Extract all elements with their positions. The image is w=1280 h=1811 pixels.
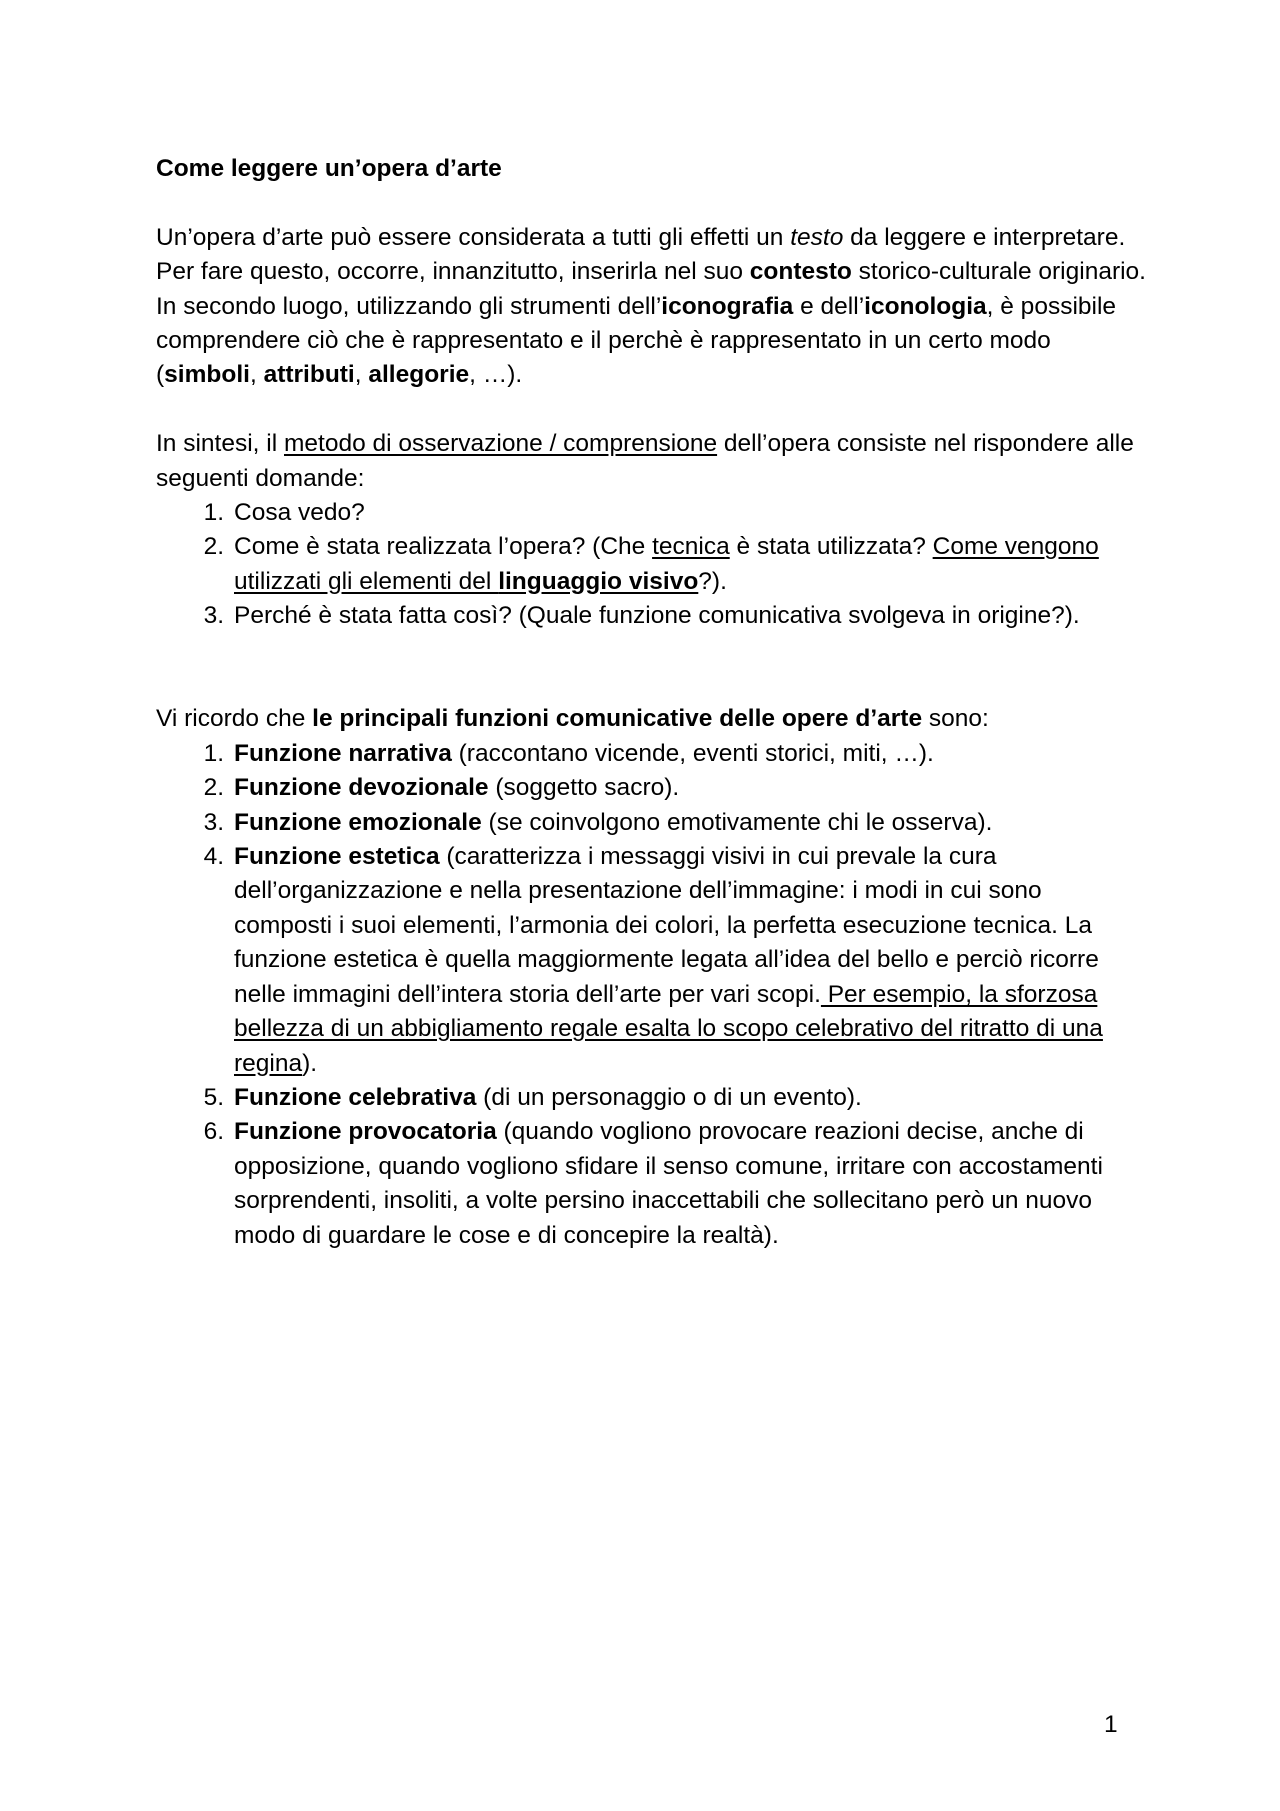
elements-underlined: Come vengono utilizzati gli elementi del [234,533,1099,595]
function-name: Funzione celebrativa [234,1083,477,1111]
function-name: Funzione estetica [234,843,440,871]
list-number: 5. [203,1083,224,1111]
list-number: 3. [203,602,224,630]
linguaggio-visivo-term: linguaggio visivo [498,567,699,595]
list-number: 2. [203,774,224,802]
document-title: Come leggere un’opera d’arte [156,155,502,182]
functions-paragraph: Vi ricordo che le principali funzioni comunicative delle opere d’arte sono: [156,705,989,733]
list-item: 2. Funzione devozionale (soggetto sacro). [156,771,1146,805]
page-number: 1 [1104,1711,1118,1738]
list-number: 3. [203,808,224,836]
questions-list [156,496,1146,634]
iconologia-term: iconologia [864,292,987,320]
functions-list [156,737,1146,1253]
intro-paragraph-2: In secondo luogo, utilizzando gli strumenti dell’iconografia e dell’iconologia, è possibile comprendere ciò che è rappresentato e il perchè è rappresentato in un certo modo (simboli, attributi, allegorie, …). [156,292,1117,389]
list-item: 4. Funzione estetica (caratterizza i messaggi visivi in cui prevale la cura dell’organizzazione e nella presentazione dell’immagine: i modi in cui sono composti i suoi elementi, l’armonia dei colori, la perfetta esecuzione tecnica. La funzione estetica è quella maggiormente legata all’idea del bello e perciò ricorre nelle immagini dell’intera storia dell’arte per vari scopi. Per esempio, la sforzosa bellezza di un abbigliamento regale esalta lo scopo celebrativo del ritratto di una regina). [156,840,1146,1081]
document-page [156,152,1146,1253]
simboli-term: simboli [164,361,250,389]
list-item: 6. Funzione provocatoria (quando vogliono provocare reazioni decise, anche di opposizione, quando vogliono sfidare il senso comune, irritare con accostamenti sorprendenti, insoliti, a volte persino inaccettabili che sollecitano però un nuovo modo di guardare le cose e di concepire la realtà). [156,1115,1146,1253]
function-name: Funzione devozionale [234,774,489,802]
list-number: 6. [203,1118,224,1146]
list-item: 3. Funzione emozionale (se coinvolgono emotivamente chi le osserva). [156,806,1146,840]
allegorie-term: allegorie [368,361,470,389]
list-number: 2. [203,533,224,561]
list-number: 4. [203,843,224,871]
functions-bold: le principali funzioni comunicative delle opere d’arte [312,705,923,733]
list-number: 1. [203,499,224,527]
method-paragraph: In sintesi, il metodo di osservazione / comprensione dell’opera consiste nel rispondere alle seguenti domande: [156,430,1134,492]
list-item: 1. Cosa vedo? [156,496,1146,530]
list-item: 2. Come è stata realizzata l’opera? (Che tecnica è stata utilizzata? Come vengono utilizzati gli elementi del linguaggio visivo?). [156,530,1146,599]
list-item: 5. Funzione celebrativa (di un personaggio o di un evento). [156,1081,1146,1115]
function-name: Funzione emozionale [234,808,482,836]
contesto-term: contesto [749,258,852,286]
function-name: Funzione provocatoria [234,1118,497,1146]
list-number: 1. [203,739,224,767]
testo-emphasis: testo [790,223,844,251]
example-underlined: Per esempio, la sforzosa bellezza di un abbigliamento regale esalta lo scopo celebrativo del ritratto di una regina [234,980,1103,1077]
list-item: 1. Funzione narrativa (raccontano vicende, eventi storici, miti, …). [156,737,1146,771]
attributi-term: attributi [263,361,355,389]
iconografia-term: iconografia [661,292,794,320]
function-name: Funzione narrativa [234,739,452,767]
intro-paragraph-1: Un’opera d’arte può essere considerata a tutti gli effetti un testo da leggere e interpretare. Per fare questo, occorre, innanzitutto, inserirla nel suo contesto storico-culturale originario. [156,223,1146,286]
list-item: 3. Perché è stata fatta così? (Quale funzione comunicativa svolgeva in origine?). [156,599,1146,633]
method-underlined: metodo di osservazione / comprensione [284,430,718,458]
tecnica-underlined: tecnica [652,533,730,561]
